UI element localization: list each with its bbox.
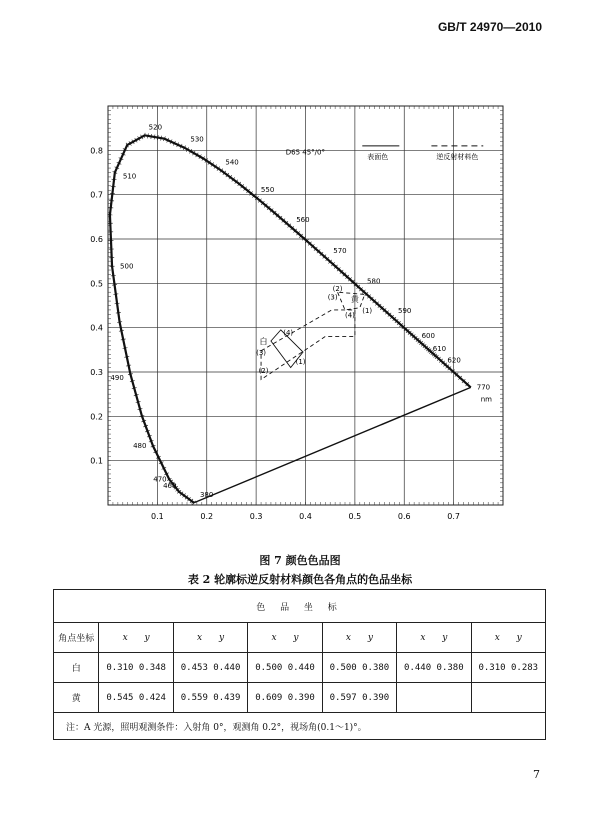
chromaticity-table [53, 589, 546, 740]
locus-hatch [109, 200, 114, 201]
chart-text [90, 123, 492, 521]
wavelength-label: 560 [296, 216, 310, 225]
x-tick-label: 0.2 [200, 512, 214, 521]
table-row [54, 683, 546, 713]
xy-header: x y [322, 623, 396, 653]
table-cell: 0.440 0.380 [397, 653, 471, 683]
locus-hatch [111, 275, 116, 276]
illuminant-label: D65 45°/0° [285, 148, 325, 157]
chart-series [258, 292, 365, 379]
locus-hatch [148, 133, 149, 138]
locus-hatch [112, 179, 117, 180]
corner-marker: (1) [362, 306, 373, 315]
table-row [54, 653, 546, 683]
wavelength-label: 570 [333, 247, 347, 256]
locus-hatch [117, 322, 122, 323]
x-tick-label: 0.6 [397, 512, 411, 521]
wavelength-label: 510 [122, 172, 137, 181]
wavelength-label: 520 [148, 123, 163, 132]
table-cell: 0.597 0.390 [322, 683, 396, 713]
locus-hatch [154, 135, 155, 140]
locus-hatch [116, 312, 121, 313]
table-cell [397, 683, 471, 713]
x-tick-label: 0.4 [299, 512, 312, 521]
wavelength-label: 460 [163, 481, 177, 490]
y-tick-label: 0.2 [90, 412, 103, 422]
x-tick-label: 0.1 [151, 512, 164, 521]
corner-marker: (2) [258, 366, 269, 375]
table-cell: 0.310 0.348 [99, 653, 173, 683]
y-tick-label: 0.1 [90, 456, 103, 466]
locus-hatch [151, 134, 152, 139]
group-header: 色 品 坐 标 [54, 590, 546, 623]
table-cell: 0.609 0.390 [248, 683, 322, 713]
corner-marker: (4) [283, 329, 294, 338]
corner-marker: (4) [344, 311, 355, 320]
locus-hatch [115, 303, 120, 304]
table-cell: 0.310 0.283 [471, 653, 545, 683]
xy-header: x y [471, 623, 545, 653]
xy-header: x y [397, 623, 471, 653]
table-cell: 0.453 0.440 [173, 653, 247, 683]
locus-hatch [112, 285, 117, 286]
legend-solid-label: 表面色 [367, 153, 389, 162]
locus-hatch [111, 186, 116, 187]
locus-hatch [161, 136, 162, 141]
wavelength-label: 490 [110, 374, 124, 383]
locus-hatch [113, 294, 118, 295]
corner-marker: (1) [295, 357, 306, 366]
corner-marker: (2) [332, 284, 343, 293]
spectral-locus [107, 133, 470, 505]
x-tick-label: 0.5 [348, 512, 362, 521]
standard-number: GB/T 24970—2010 [437, 20, 542, 34]
row-header: 角点坐标 [54, 623, 99, 653]
table-cell: 0.559 0.439 [173, 683, 247, 713]
corner-marker: (3) [256, 349, 267, 358]
y-tick-label: 0.3 [90, 368, 103, 377]
xy-header: x y [248, 623, 322, 653]
color-region-dashed [258, 310, 355, 380]
locus-hatch [144, 133, 145, 138]
y-tick-label: 0.4 [90, 323, 103, 333]
table-note: 注：A 光源，照明观测条件：入射角 0°，观测角 0.2°，视场角(0.1～1)°。 [54, 713, 546, 740]
wavelength-label: 600 [421, 331, 435, 340]
spectral-locus-line [110, 135, 471, 502]
y-tick-label: 0.8 [90, 146, 103, 156]
wavelength-label: 480 [133, 442, 147, 451]
row-label: 白 [54, 653, 99, 683]
region-label: 白 [259, 336, 268, 346]
wavelength-label: 620 [447, 356, 461, 365]
row-label: 黄 [54, 683, 99, 713]
wavelength-label: 530 [190, 135, 204, 144]
wavelength-label: 770 [476, 383, 491, 392]
table-caption: 表 2 轮廓标逆反射材料颜色各角点的色品坐标 [187, 573, 413, 586]
chart-grid [108, 106, 503, 505]
purple-line [194, 387, 471, 502]
wavelength-label: 580 [367, 277, 381, 286]
table-cell [471, 683, 545, 713]
page-number: 7 [533, 768, 540, 781]
wavelength-label: 500 [120, 262, 134, 271]
wavelength-label: 380 [199, 490, 214, 499]
table-cell: 0.545 0.424 [99, 683, 173, 713]
table-cell: 0.500 0.380 [322, 653, 396, 683]
figure-caption: 图 7 颜色色品图 [259, 554, 341, 567]
table-cell: 0.500 0.440 [248, 653, 322, 683]
y-tick-label: 0.6 [90, 235, 103, 244]
region-label: 黄 [350, 294, 359, 304]
xy-header: x y [173, 623, 247, 653]
x-tick-label: 0.7 [447, 512, 460, 521]
y-tick-label: 0.5 [90, 279, 103, 289]
corner-marker: (3) [327, 293, 338, 302]
wavelength-label: 550 [260, 186, 275, 195]
legend-dashed-label: 逆反射材料色 [436, 153, 479, 162]
wavelength-label: 540 [225, 158, 239, 167]
locus-hatch [110, 193, 115, 194]
xy-header: x y [99, 623, 173, 653]
x-tick-label: 0.3 [249, 512, 263, 521]
wavelength-label: 470 [153, 475, 167, 484]
wavelength-label: nm [480, 395, 493, 404]
wavelength-label: 610 [432, 344, 447, 353]
wavelength-label: 590 [398, 306, 412, 315]
y-tick-label: 0.7 [90, 190, 103, 200]
